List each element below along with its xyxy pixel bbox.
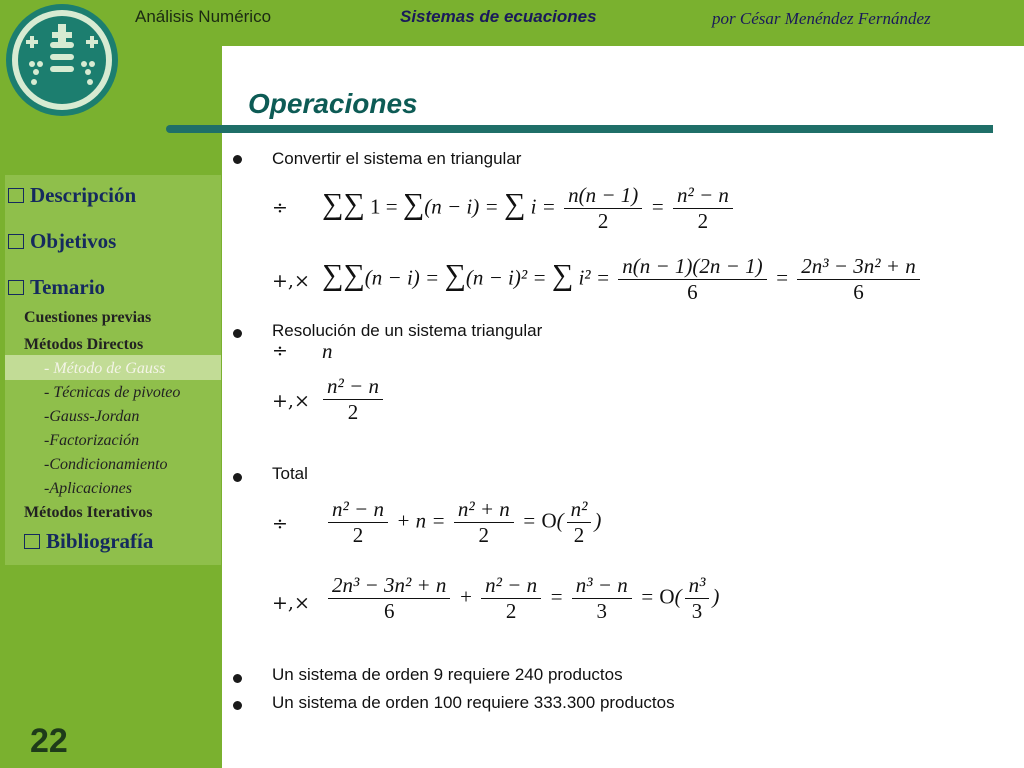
bullet-text: Un sistema de orden 9 requiere 240 productos bbox=[272, 665, 623, 684]
checkbox-icon bbox=[8, 234, 24, 249]
formula-products: ∑∑(n − i) = ∑(n − i)² = ∑ i² = $\frac{n(n - 1)(2n - 1)}{6}$ = $\frac{\text{2n³ − 3n² + n}}{6}$ bbox=[322, 254, 923, 305]
menu-item-gauss[interactable]: - Método de Gauss bbox=[44, 360, 166, 377]
menu-item-pivoteo[interactable]: - Técnicas de pivoteo bbox=[44, 384, 181, 401]
menu-label: Descripción bbox=[30, 183, 137, 207]
bullet-icon bbox=[233, 701, 242, 710]
bullet-text: Un sistema de orden 100 requiere 333.300 productos bbox=[272, 693, 675, 712]
bullet-text: Resolución de un sistema triangular bbox=[272, 321, 543, 340]
bullet-icon bbox=[233, 473, 242, 482]
page-number: 22 bbox=[30, 722, 68, 760]
checkbox-icon bbox=[24, 534, 40, 549]
folder-icon bbox=[8, 280, 24, 295]
menu-item-factorizacion[interactable]: -Factorización bbox=[44, 432, 140, 449]
bullet-text: Total bbox=[272, 464, 308, 483]
topic-name: Sistemas de ecuaciones bbox=[400, 7, 597, 26]
bullet-icon bbox=[233, 674, 242, 683]
menu-item-directos[interactable]: Métodos Directos bbox=[24, 336, 144, 353]
course-name: Análisis Numérico bbox=[135, 7, 272, 26]
formula-tri-div: n bbox=[322, 339, 333, 363]
formula-divisions: ∑∑ 1 = ∑(n − i) = ∑ i = $\frac{n(n - 1)}{2}$ = $\frac{\text{n² − n}}{2}$ bbox=[322, 183, 736, 234]
menu-item-gauss-jordan[interactable]: -Gauss-Jordan bbox=[44, 408, 140, 425]
bullet-icon bbox=[233, 329, 242, 338]
menu-item-condicionamiento[interactable]: -Condicionamiento bbox=[44, 456, 168, 473]
formula-total-div: $\frac{\text{n² − n}}{2}$ + n = $\frac{\text{n² + n}}{2}$ = O( $\frac{\text{n²}}{2}$ ) bbox=[325, 497, 601, 548]
menu-item-cuestiones[interactable]: Cuestiones previas bbox=[24, 309, 152, 326]
checkbox-icon bbox=[8, 188, 24, 203]
menu-label: Temario bbox=[30, 275, 106, 299]
menu-item-bibliografia[interactable] bbox=[24, 529, 153, 554]
menu-item-aplicaciones[interactable]: -Aplicaciones bbox=[44, 480, 132, 497]
menu-item-objetivos[interactable] bbox=[8, 229, 116, 254]
university-seal-icon bbox=[4, 2, 120, 118]
title-divider bbox=[166, 125, 993, 133]
product-symbol: +,× bbox=[272, 390, 310, 412]
menu-label: Objetivos bbox=[30, 229, 117, 253]
division-symbol: ÷ bbox=[272, 197, 288, 219]
menu-label: Bibliografía bbox=[46, 529, 154, 553]
author-name: por César Menéndez Fernández bbox=[712, 9, 931, 28]
menu-item-iterativos[interactable]: Métodos Iterativos bbox=[24, 504, 153, 521]
division-symbol: ÷ bbox=[272, 513, 288, 535]
product-symbol: +,× bbox=[272, 270, 310, 292]
page-title: Operaciones bbox=[248, 88, 418, 119]
division-symbol: ÷ bbox=[272, 340, 288, 362]
formula-tri-prod: $\frac{\text{n² − n}}{2}$ bbox=[320, 374, 386, 425]
bullet-icon bbox=[233, 155, 242, 164]
menu-item-temario[interactable] bbox=[8, 275, 105, 300]
formula-total-prod: $\frac{\text{2n³ − 3n² + n}}{6}$ + $\frac{\text{n² − n}}{2}$ = $\frac{\text{n³ − n}}{3}$ = O( $\frac{\text{n³}}{3}$ ) bbox=[325, 573, 719, 624]
bullet-text: Convertir el sistema en triangular bbox=[272, 149, 522, 168]
product-symbol: +,× bbox=[272, 592, 310, 614]
menu-item-descripcion[interactable] bbox=[8, 183, 136, 208]
